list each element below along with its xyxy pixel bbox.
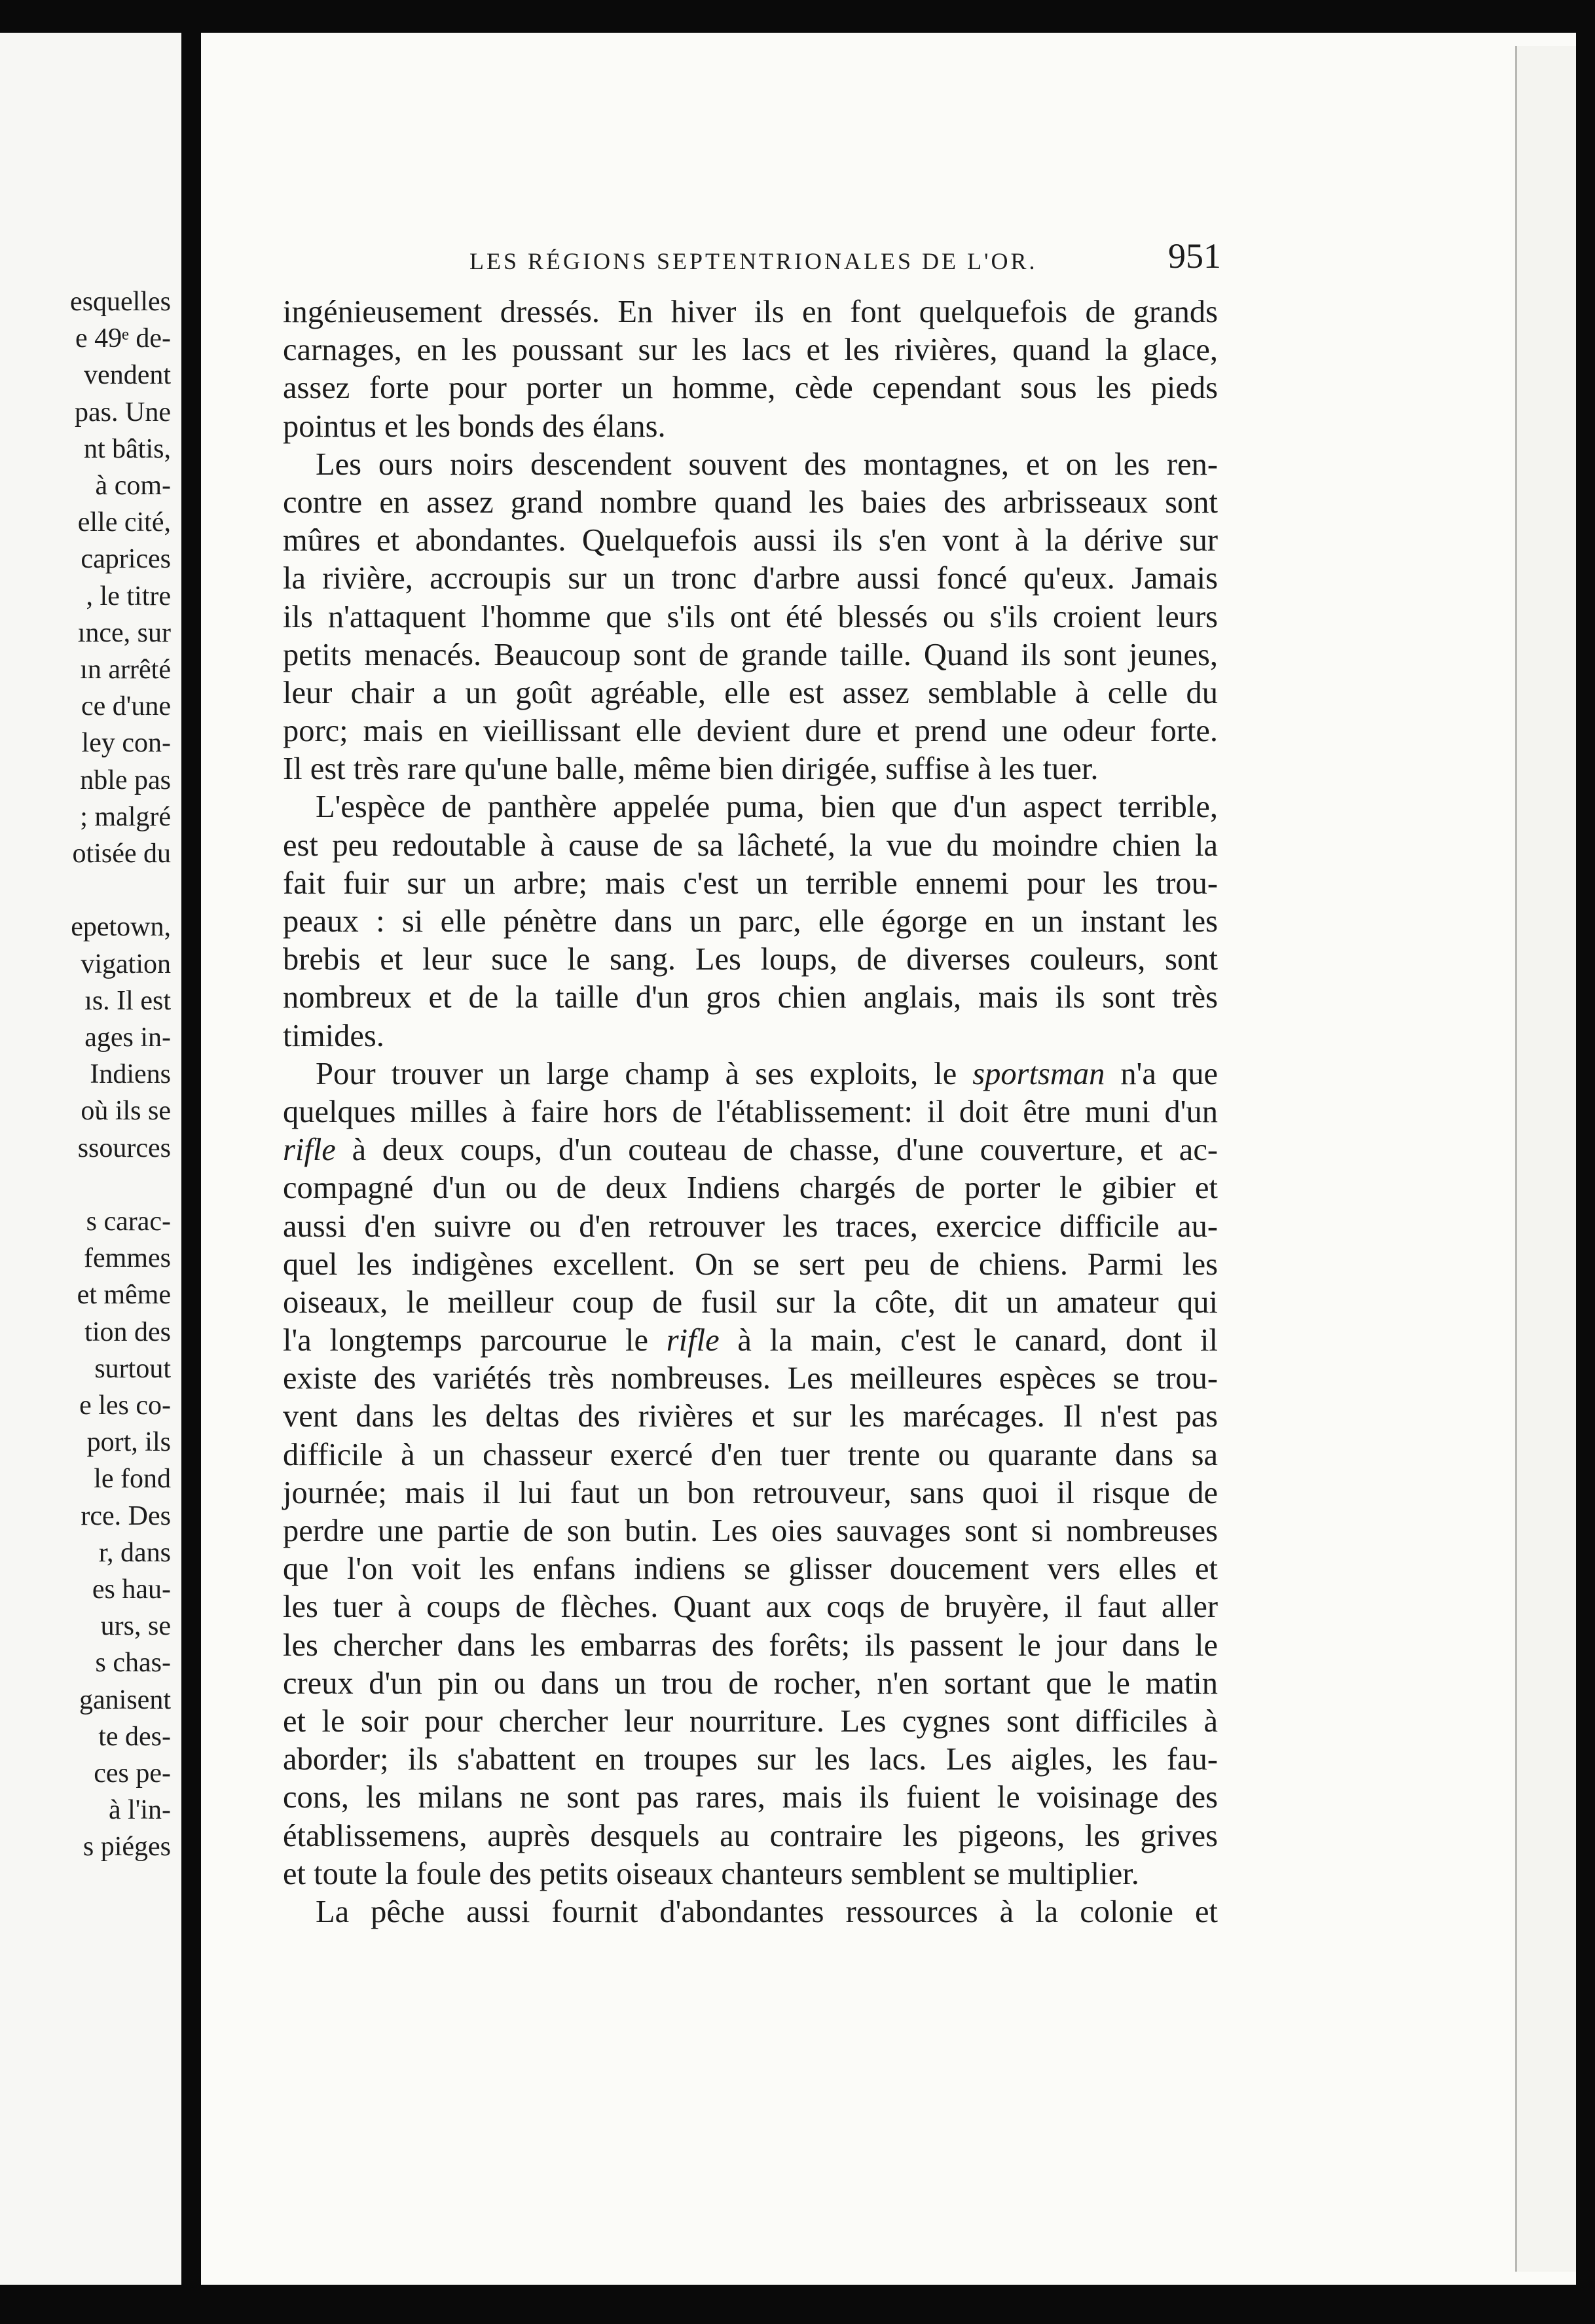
- facing-page-fragment: ces pe-: [94, 1758, 171, 1788]
- text-line: rifle à deux coups, d'un couteau de chasse, d'une couverture, et ac-: [283, 1133, 1218, 1168]
- text-line: l'a longtemps parcourue le rifle à la main, c'est le canard, dont il: [283, 1323, 1218, 1358]
- text-line: et toute la foule des petits oiseaux chanteurs semblent se multiplier.: [283, 1856, 1139, 1891]
- body-text: [283, 293, 1218, 1931]
- text-line: ingénieusement dressés. En hiver ils en font quelquefois de grands: [283, 295, 1218, 329]
- facing-page-fragment: esquelles: [70, 287, 171, 317]
- facing-page-fragment: s chas-: [95, 1648, 171, 1679]
- facing-page-fragment: es hau-: [92, 1574, 171, 1605]
- text-line: La pêche aussi fournit d'abondantes ressources à la colonie et: [316, 1894, 1218, 1929]
- text-line: assez forte pour porter un homme, cède cependant sous les pieds: [283, 371, 1218, 406]
- facing-page-fragment: ıs. Il est: [84, 985, 171, 1016]
- facing-page-fragment: femmes: [84, 1243, 171, 1274]
- facing-page-fragment: urs, se: [100, 1611, 171, 1642]
- binding-gutter: [181, 33, 201, 2285]
- text-line: vent dans les deltas des rivières et sur les marécages. Il n'est pas: [283, 1399, 1218, 1434]
- facing-page-fragment: ınce, sur: [77, 617, 171, 648]
- text-line: que l'on voit les enfans indiens se glisser doucement vers elles et: [283, 1552, 1218, 1587]
- facing-page-fragment: surtout: [94, 1353, 171, 1384]
- text-line: Pour trouver un large champ à ses exploits, le sportsman n'a que: [316, 1056, 1219, 1091]
- text-line: établissemens, auprès desquels au contraire les pigeons, les grives: [283, 1818, 1218, 1853]
- facing-page-fragment: port, ils: [86, 1427, 171, 1458]
- facing-page-fragment: e 49ᵉ de-: [75, 323, 171, 354]
- text-line: aborder; ils s'abattent en troupes sur les lacs. Les aigles, les fau-: [283, 1742, 1218, 1777]
- facing-page-fragment: otisée du: [72, 839, 171, 869]
- text-line: Les ours noirs descendent souvent des montagnes, et on les ren-: [316, 446, 1218, 482]
- text-line: Il est très rare qu'une balle, même bien dirigée, suffise à les tuer.: [283, 752, 1099, 787]
- text-line: brebis et leur suce le sang. Les loups, de diverses couleurs, sont: [283, 942, 1218, 977]
- text-line: porc; mais en vieillissant elle devient dure et prend une odeur forte.: [283, 714, 1218, 749]
- text-line: L'espèce de panthère appelée puma, bien que d'un aspect terrible,: [316, 790, 1218, 825]
- text-line: quel les indigènes excellent. On se sert peu de chiens. Parmi les: [283, 1246, 1218, 1282]
- text-line: peaux : si elle pénètre dans un parc, elle égorge en un instant les: [283, 904, 1218, 939]
- page-edge: [1515, 46, 1576, 2272]
- text-line: les chercher dans les embarras des forêts; ils passent le jour dans le: [283, 1627, 1218, 1663]
- book-page: [201, 33, 1576, 2285]
- facing-page-fragment: et même: [77, 1280, 171, 1311]
- text-line: est peu redoutable à cause de sa lâcheté, la vue du moindre chien la: [283, 827, 1218, 863]
- facing-page-fragment: caprices: [81, 544, 171, 575]
- facing-page-fragment: ce d'une: [81, 691, 171, 722]
- text-line: la rivière, accroupis sur un tronc d'arbre aussi foncé qu'eux. Jamais: [283, 561, 1218, 596]
- facing-page-fragment: où ils se: [81, 1096, 171, 1127]
- facing-page-fragment: pas. Une: [75, 397, 171, 427]
- facing-page-fragment: ssources: [77, 1133, 171, 1163]
- text-line: mûres et abondantes. Quelquefois aussi ils s'en vont à la dérive sur: [283, 523, 1218, 558]
- facing-page-fragment: vendent: [84, 360, 171, 391]
- facing-page-fragment: rce. Des: [81, 1500, 171, 1531]
- facing-page-fragment: e les co-: [79, 1390, 171, 1421]
- text-line: perdre une partie de son butin. Les oies sauvages sont si nombreuses: [283, 1514, 1218, 1548]
- facing-page-fragment: s piéges: [82, 1832, 171, 1862]
- facing-page-fragment: ın arrêté: [80, 655, 171, 685]
- facing-page-fragment: nble pas: [80, 765, 171, 795]
- facing-page-fragment: à l'in-: [108, 1795, 171, 1826]
- text-line: quelques milles à faire hors de l'établissement: il doit être muni d'un: [283, 1094, 1218, 1129]
- facing-page-fragment: r, dans: [98, 1537, 171, 1568]
- text-line: journée; mais il lui faut un bon retrouveur, sans quoi il risque de: [283, 1475, 1218, 1510]
- text-line: creux d'un pin ou dans un trou de rocher, n'en sortant que le matin: [283, 1665, 1218, 1701]
- text-line: nombreux et de la taille d'un gros chien anglais, mais ils sont très: [283, 980, 1218, 1015]
- text-line: et le soir pour chercher leur nourriture. Les cygnes sont difficiles à: [283, 1703, 1218, 1739]
- facing-page-fragment: ; malgré: [80, 801, 171, 832]
- text-line: compagné d'un ou de deux Indiens chargés de porter le gibier et: [283, 1171, 1218, 1206]
- text-line: cons, les milans ne sont pas rares, mais ils fuient le voisinage des: [283, 1780, 1218, 1815]
- facing-page-fragment: nt bâtis,: [84, 433, 171, 464]
- text-line: contre en assez grand nombre quand les baies des arbrisseaux sont: [283, 484, 1218, 520]
- text-line: leur chair a un goût agréable, elle est assez semblable à celle du: [283, 675, 1218, 710]
- text-line: les tuer à coups de flèches. Quant aux coqs de bruyère, il faut aller: [283, 1589, 1218, 1625]
- facing-page-fragment: vigation: [81, 949, 171, 979]
- facing-page-fragment: le fond: [94, 1464, 171, 1495]
- facing-page-fragment: , le titre: [86, 581, 171, 611]
- facing-page-fragment: à com-: [95, 471, 171, 501]
- facing-page-fragment: s carac-: [86, 1207, 171, 1237]
- facing-page-fragment: ganisent: [79, 1684, 171, 1715]
- running-head: LES RÉGIONS SEPTENTRIONALES DE L'OR.: [469, 248, 1038, 274]
- facing-page-fragment: Indiens: [90, 1059, 171, 1090]
- text-line: carnages, en les poussant sur les lacs et les rivières, quand la glace,: [283, 333, 1218, 368]
- facing-page-fragment: ley con-: [81, 728, 171, 759]
- text-line: existe des variétés très nombreuses. Les meilleures espèces se trou-: [283, 1361, 1218, 1396]
- text-line: petits menacés. Beaucoup sont de grande taille. Quand ils sont jeunes,: [283, 637, 1218, 672]
- facing-page: [0, 33, 181, 2285]
- text-line: aussi d'en suivre ou d'en retrouver les traces, exercice difficile au-: [283, 1208, 1218, 1244]
- facing-page-fragment: ages in-: [84, 1023, 171, 1053]
- text-line: pointus et les bonds des élans.: [283, 409, 666, 444]
- text-line: timides.: [283, 1018, 384, 1053]
- page-number: 951: [1168, 236, 1221, 276]
- facing-page-fragment: te des-: [98, 1721, 171, 1752]
- facing-page-fragment: epetown,: [71, 912, 171, 943]
- text-line: fait fuir sur un arbre; mais c'est un terrible ennemi pour les trou-: [283, 865, 1218, 901]
- text-line: difficile à un chasseur exercé d'en tuer trente ou quarante dans sa: [283, 1437, 1218, 1472]
- facing-page-fragment: tion des: [84, 1316, 171, 1347]
- facing-page-fragment: elle cité,: [77, 507, 171, 538]
- text-line: ils n'attaquent l'homme que s'ils ont été blessés ou s'ils croient leurs: [283, 599, 1218, 634]
- text-line: oiseaux, le meilleur coup de fusil sur la côte, dit un amateur qui: [283, 1284, 1218, 1320]
